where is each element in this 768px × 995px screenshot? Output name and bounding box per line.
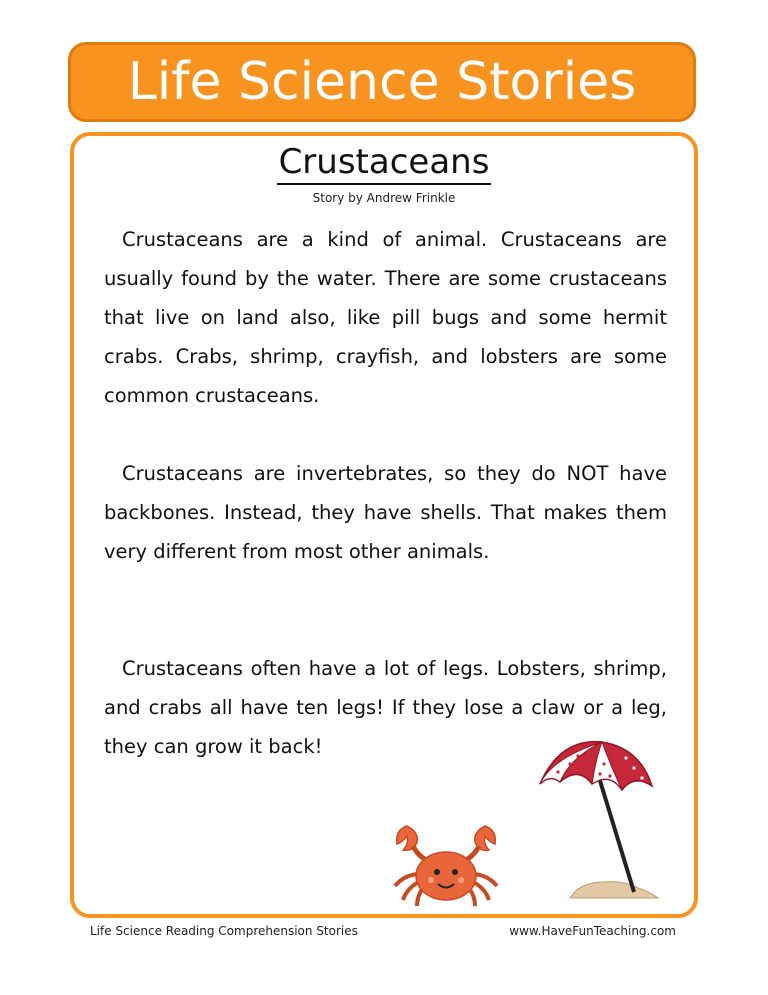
story-title-text: Crustaceans — [277, 142, 492, 185]
footer-series-label: Life Science Reading Comprehension Stories — [90, 924, 358, 938]
page-title: Life Science Stories — [127, 52, 637, 112]
story-title — [0, 142, 768, 182]
header-banner — [68, 42, 696, 122]
footer-website: www.HaveFunTeaching.com — [509, 924, 676, 938]
story-byline: Story by Andrew Frinkle — [312, 191, 456, 205]
story-paragraph-2: Crustaceans are invertebrates, so they do NOT have backbones. Instead, they have shells. That makes them very different from most other animals. — [104, 462, 667, 563]
beach-umbrella-icon — [530, 728, 680, 906]
story-paragraph-1: Crustaceans are a kind of animal. Crustaceans are usually found by the water. There are some crustaceans that live on land also, like pill bugs and some hermit crabs. Crabs, shrimp, crayfish, and lobsters are some common crustaceans. — [104, 228, 667, 407]
story-paragraph-3: Crustaceans often have a lot of legs. Lobsters, shrimp, and crabs all have ten legs! If they lose a claw or a leg, they can grow it back! — [104, 657, 667, 758]
crab-icon — [385, 812, 507, 910]
